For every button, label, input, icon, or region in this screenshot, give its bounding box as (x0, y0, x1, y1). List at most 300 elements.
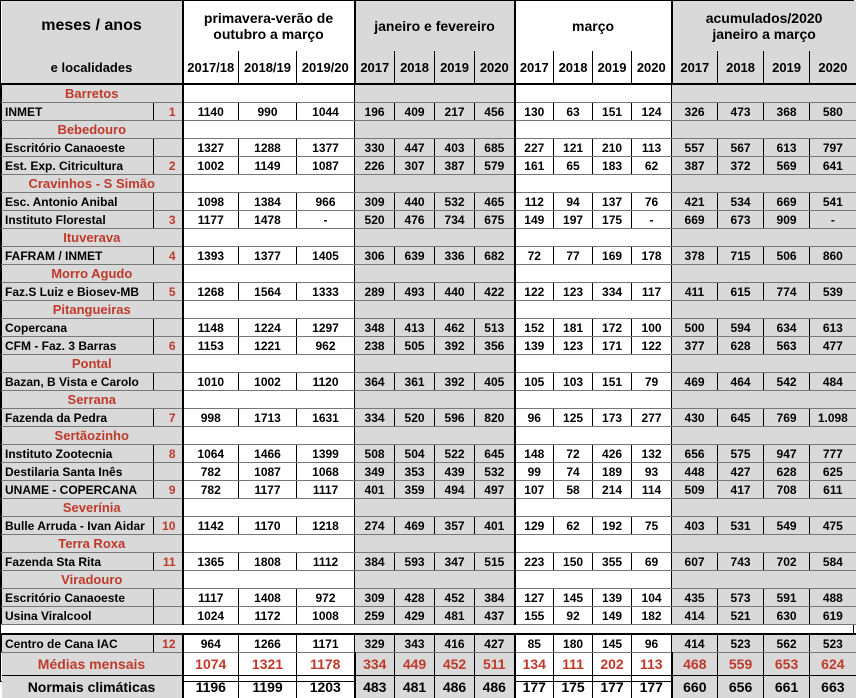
value-cell: 607 (672, 553, 718, 571)
value-cell: 1148 (183, 319, 239, 337)
value-cell: 183 (593, 157, 632, 175)
location-row-filler (515, 427, 672, 445)
value-cell: 645 (718, 409, 764, 427)
value-cell: 178 (632, 247, 672, 265)
value-cell: 416 (435, 634, 475, 653)
value-cell: 417 (718, 481, 764, 499)
location-row-filler (355, 121, 515, 139)
value-cell: 661 (764, 676, 810, 698)
location-label: Terra Roxa (2, 535, 183, 553)
value-cell: 139 (515, 337, 554, 355)
location-row-filler (183, 391, 355, 409)
value-cell: 1713 (239, 409, 297, 427)
value-cell: 414 (672, 634, 718, 653)
year-header: 2019 (435, 51, 475, 84)
location-row-filler (355, 84, 515, 103)
value-cell: 469 (672, 373, 718, 391)
value-cell: 145 (593, 634, 632, 653)
location-row-filler (672, 301, 856, 319)
location-row (2, 301, 856, 319)
value-cell: 173 (593, 409, 632, 427)
value-cell: 427 (718, 463, 764, 481)
location-row-filler (355, 301, 515, 319)
station-name: Centro de Cana IAC (2, 634, 154, 653)
value-cell: 1631 (297, 409, 355, 427)
value-cell: 307 (395, 157, 435, 175)
value-cell: 1478 (239, 211, 297, 229)
value-cell: 1393 (183, 247, 239, 265)
location-row-filler (183, 175, 355, 193)
station-index: 8 (154, 445, 183, 463)
value-cell: 580 (810, 103, 856, 121)
value-cell: 1377 (297, 139, 355, 157)
value-cell: 177 (593, 676, 632, 698)
value-cell: 171 (593, 337, 632, 355)
header-group-acumulados-line1: acumulados/2020 (706, 10, 823, 26)
value-cell: 196 (355, 103, 395, 121)
value-cell: 549 (764, 517, 810, 535)
header-col0-line1: meses / anos (2, 1, 183, 51)
value-cell: 534 (718, 193, 764, 211)
station-index: 12 (154, 634, 183, 653)
location-row-filler (672, 121, 856, 139)
value-cell: 506 (764, 247, 810, 265)
location-row-filler (355, 391, 515, 409)
value-cell: 180 (554, 634, 593, 653)
value-cell: 130 (515, 103, 554, 121)
station-index: 3 (154, 211, 183, 229)
value-cell: 124 (632, 103, 672, 121)
value-cell: 559 (718, 653, 764, 676)
value-cell: 227 (515, 139, 554, 157)
location-row (2, 427, 856, 445)
station-index (154, 193, 183, 211)
climate-normals-label: Normais climáticas (2, 676, 183, 698)
station-name: INMET (2, 103, 154, 121)
value-cell: 1024 (183, 607, 239, 625)
value-cell: 624 (810, 653, 856, 676)
value-cell: 422 (475, 283, 515, 301)
location-row (2, 84, 856, 103)
value-cell: 189 (593, 463, 632, 481)
value-cell: 520 (355, 211, 395, 229)
value-cell: 1120 (297, 373, 355, 391)
station-name: UNAME - COPERCANA (2, 481, 154, 499)
location-row-filler (355, 535, 515, 553)
value-cell: 1466 (239, 445, 297, 463)
value-cell: 330 (355, 139, 395, 157)
value-cell: 149 (515, 211, 554, 229)
table-row (2, 607, 856, 625)
station-name: Bazan, B Vista e Carolo (2, 373, 154, 391)
value-cell: 152 (515, 319, 554, 337)
value-cell: 387 (672, 157, 718, 175)
location-row (2, 535, 856, 553)
value-cell: 462 (435, 319, 475, 337)
value-cell: 579 (475, 157, 515, 175)
value-cell: 734 (435, 211, 475, 229)
value-cell: 306 (355, 247, 395, 265)
location-row-filler (672, 175, 856, 193)
value-cell: 113 (632, 653, 672, 676)
value-cell: 1177 (183, 211, 239, 229)
station-index (154, 463, 183, 481)
value-cell: 990 (239, 103, 297, 121)
value-cell: 92 (554, 607, 593, 625)
value-cell: 488 (810, 589, 856, 607)
location-row-filler (515, 265, 672, 283)
location-row-filler (515, 535, 672, 553)
value-cell: 591 (764, 589, 810, 607)
value-cell: 947 (764, 445, 810, 463)
location-row-filler (515, 571, 672, 589)
value-cell: 155 (515, 607, 554, 625)
year-header: 2017/18 (183, 51, 239, 84)
value-cell: 1.098 (810, 409, 856, 427)
value-cell: 508 (355, 445, 395, 463)
value-cell: 1564 (239, 283, 297, 301)
location-row-filler (183, 301, 355, 319)
value-cell: 437 (475, 607, 515, 625)
station-name: Bulle Arruda - Ivan Aidar (2, 517, 154, 535)
value-cell: 123 (554, 283, 593, 301)
value-cell: 387 (435, 157, 475, 175)
value-cell: 593 (395, 553, 435, 571)
header-group-acumulados-line2: janeiro a março (712, 26, 816, 42)
value-cell: 223 (515, 553, 554, 571)
value-cell: 63 (554, 103, 593, 121)
value-cell: 117 (632, 283, 672, 301)
location-row-filler (515, 229, 672, 247)
value-cell: 1064 (183, 445, 239, 463)
year-header: 2017 (515, 51, 554, 84)
value-cell: 634 (764, 319, 810, 337)
value-cell: 85 (515, 634, 554, 653)
value-cell: 1153 (183, 337, 239, 355)
value-cell: 364 (355, 373, 395, 391)
location-row-filler (183, 571, 355, 589)
value-cell: 456 (475, 103, 515, 121)
value-cell: 1288 (239, 139, 297, 157)
value-cell: 100 (632, 319, 672, 337)
value-cell: 414 (672, 607, 718, 625)
value-cell: 210 (593, 139, 632, 157)
value-cell: 347 (435, 553, 475, 571)
value-cell: 769 (764, 409, 810, 427)
value-cell: 357 (435, 517, 475, 535)
value-cell: 964 (183, 634, 239, 653)
value-cell: 409 (395, 103, 435, 121)
value-cell: 127 (515, 589, 554, 607)
value-cell: 1221 (239, 337, 297, 355)
location-row-filler (515, 355, 672, 373)
value-cell: 426 (593, 445, 632, 463)
value-cell: 520 (395, 409, 435, 427)
value-cell: 486 (435, 676, 475, 698)
header-group-janfev: janeiro e fevereiro (355, 1, 515, 51)
value-cell: 430 (672, 409, 718, 427)
value-cell: 62 (554, 517, 593, 535)
value-cell: 639 (395, 247, 435, 265)
value-cell: 151 (593, 373, 632, 391)
value-cell: 197 (554, 211, 593, 229)
value-cell: 1199 (239, 676, 297, 698)
table-row (2, 319, 856, 337)
year-header: 2018 (554, 51, 593, 84)
value-cell: 782 (183, 481, 239, 499)
value-cell: 449 (395, 653, 435, 676)
value-cell: 334 (355, 409, 395, 427)
location-row-filler (355, 427, 515, 445)
station-index (154, 607, 183, 625)
value-cell: 1112 (297, 553, 355, 571)
value-cell: 75 (632, 517, 672, 535)
location-row-filler (183, 427, 355, 445)
location-label: Morro Agudo (2, 265, 183, 283)
station-name: Fazenda da Pedra (2, 409, 154, 427)
year-header: 2019 (593, 51, 632, 84)
value-cell: 481 (395, 676, 435, 698)
location-row-filler (672, 535, 856, 553)
location-row (2, 229, 856, 247)
location-row-filler (183, 355, 355, 373)
value-cell: 161 (515, 157, 554, 175)
value-cell: 1117 (183, 589, 239, 607)
value-cell: 69 (632, 553, 672, 571)
value-cell: 594 (718, 319, 764, 337)
value-cell: 274 (355, 517, 395, 535)
value-cell: 329 (355, 634, 395, 653)
value-cell: 151 (593, 103, 632, 121)
location-label: Bebedouro (2, 121, 183, 139)
value-cell: 378 (672, 247, 718, 265)
value-cell: 104 (632, 589, 672, 607)
value-cell: 336 (435, 247, 475, 265)
table-row (2, 553, 856, 571)
value-cell: 137 (593, 193, 632, 211)
value-cell: 486 (475, 676, 515, 698)
value-cell: 628 (718, 337, 764, 355)
value-cell: 359 (395, 481, 435, 499)
location-label: Severínia (2, 499, 183, 517)
value-cell: 513 (475, 319, 515, 337)
value-cell: 343 (395, 634, 435, 653)
value-cell: 669 (764, 193, 810, 211)
location-label: Sertãozinho (2, 427, 183, 445)
year-header: 2020 (475, 51, 515, 84)
year-header: 2017 (672, 51, 718, 84)
value-cell: 1266 (239, 634, 297, 653)
value-cell: 563 (764, 337, 810, 355)
value-cell: 384 (475, 589, 515, 607)
value-cell: 1010 (183, 373, 239, 391)
value-cell: 584 (810, 553, 856, 571)
location-row-filler (672, 391, 856, 409)
location-row-filler (515, 121, 672, 139)
station-name: CFM - Faz. 3 Barras (2, 337, 154, 355)
location-row-filler (672, 355, 856, 373)
table-body (2, 84, 856, 698)
value-cell: 334 (593, 283, 632, 301)
year-header: 2020 (632, 51, 672, 84)
value-cell: 326 (672, 103, 718, 121)
table-row (2, 517, 856, 535)
station-name: Faz.S Luiz e Biosev-MB (2, 283, 154, 301)
value-cell: 172 (593, 319, 632, 337)
value-cell: 645 (475, 445, 515, 463)
location-row (2, 499, 856, 517)
value-cell: 1044 (297, 103, 355, 121)
value-cell: 439 (435, 463, 475, 481)
table-row (2, 409, 856, 427)
value-cell: 630 (764, 607, 810, 625)
value-cell: 1142 (183, 517, 239, 535)
value-cell: 58 (554, 481, 593, 499)
value-cell: 573 (718, 589, 764, 607)
value-cell: 177 (515, 676, 554, 698)
value-cell: 96 (515, 409, 554, 427)
location-row-filler (355, 499, 515, 517)
value-cell: 139 (593, 589, 632, 607)
value-cell: 539 (810, 283, 856, 301)
value-cell: 465 (475, 193, 515, 211)
value-cell: 149 (593, 607, 632, 625)
separator-cell (2, 625, 856, 635)
value-cell: 820 (475, 409, 515, 427)
value-cell: 641 (810, 157, 856, 175)
location-row (2, 121, 856, 139)
value-cell: 1149 (239, 157, 297, 175)
station-index: 7 (154, 409, 183, 427)
value-cell: 511 (475, 653, 515, 676)
location-row (2, 355, 856, 373)
location-label: Pontal (2, 355, 183, 373)
value-cell: 353 (395, 463, 435, 481)
value-cell: 522 (435, 445, 475, 463)
monthly-averages-row (2, 653, 856, 676)
value-cell: 619 (810, 607, 856, 625)
value-cell: 309 (355, 589, 395, 607)
separator-row (2, 625, 856, 635)
value-cell: - (297, 211, 355, 229)
value-cell: 77 (554, 247, 593, 265)
value-cell: 708 (764, 481, 810, 499)
value-cell: 129 (515, 517, 554, 535)
value-cell: 65 (554, 157, 593, 175)
location-label: Cravinhos - S Simão (2, 175, 183, 193)
location-row-filler (355, 355, 515, 373)
value-cell: 132 (632, 445, 672, 463)
value-cell: 656 (672, 445, 718, 463)
value-cell: 625 (810, 463, 856, 481)
value-cell: 121 (554, 139, 593, 157)
value-cell: 653 (764, 653, 810, 676)
value-cell: 613 (764, 139, 810, 157)
value-cell: 1377 (239, 247, 297, 265)
value-cell: 567 (718, 139, 764, 157)
station-name: Escritório Canaoeste (2, 139, 154, 157)
value-cell: 150 (554, 553, 593, 571)
station-index: 2 (154, 157, 183, 175)
value-cell: 76 (632, 193, 672, 211)
value-cell: 94 (554, 193, 593, 211)
climate-normals-row (2, 676, 856, 698)
value-cell: 505 (395, 337, 435, 355)
value-cell: 596 (435, 409, 475, 427)
value-cell: 715 (718, 247, 764, 265)
table-row (2, 211, 856, 229)
header-group-primavera (183, 1, 355, 51)
value-cell: 1268 (183, 283, 239, 301)
value-cell: 675 (475, 211, 515, 229)
value-cell: 557 (672, 139, 718, 157)
value-cell: 782 (183, 463, 239, 481)
value-cell: 1203 (297, 676, 355, 698)
value-cell: 202 (593, 653, 632, 676)
value-cell: 103 (554, 373, 593, 391)
table-row (2, 157, 856, 175)
value-cell: 1408 (239, 589, 297, 607)
station-index (154, 139, 183, 157)
value-cell: 356 (475, 337, 515, 355)
value-cell: 860 (810, 247, 856, 265)
rainfall-table (1, 1, 856, 698)
value-cell: 427 (475, 634, 515, 653)
value-cell: 1321 (239, 653, 297, 676)
value-cell: 447 (395, 139, 435, 157)
value-cell: 413 (395, 319, 435, 337)
value-cell: 797 (810, 139, 856, 157)
value-cell: 1177 (239, 481, 297, 499)
value-cell: 214 (593, 481, 632, 499)
value-cell: - (810, 211, 856, 229)
value-cell: 1327 (183, 139, 239, 157)
value-cell: 660 (672, 676, 718, 698)
value-cell: 611 (810, 481, 856, 499)
value-cell: 469 (395, 517, 435, 535)
value-cell: 448 (672, 463, 718, 481)
monthly-averages-label: Médias mensais (2, 653, 183, 676)
value-cell: 504 (395, 445, 435, 463)
value-cell: 493 (395, 283, 435, 301)
value-cell: 1178 (297, 653, 355, 676)
value-cell: 392 (435, 373, 475, 391)
station-name: Instituto Florestal (2, 211, 154, 229)
value-cell: 361 (395, 373, 435, 391)
station-index: 10 (154, 517, 183, 535)
value-cell: 494 (435, 481, 475, 499)
value-cell: 1002 (183, 157, 239, 175)
value-cell: 440 (395, 193, 435, 211)
value-cell: 1224 (239, 319, 297, 337)
location-row-filler (355, 229, 515, 247)
value-cell: 1196 (183, 676, 239, 698)
value-cell: 452 (435, 653, 475, 676)
value-cell: 1171 (297, 634, 355, 653)
value-cell: 1002 (239, 373, 297, 391)
location-row-filler (672, 84, 856, 103)
value-cell: 1068 (297, 463, 355, 481)
year-header: 2018 (718, 51, 764, 84)
station-name: Escritório Canaoeste (2, 589, 154, 607)
year-header: 2020 (810, 51, 856, 84)
value-cell: 114 (632, 481, 672, 499)
value-cell: 113 (632, 139, 672, 157)
value-cell: 428 (395, 589, 435, 607)
value-cell: 1384 (239, 193, 297, 211)
value-cell: 962 (297, 337, 355, 355)
value-cell: 477 (810, 337, 856, 355)
